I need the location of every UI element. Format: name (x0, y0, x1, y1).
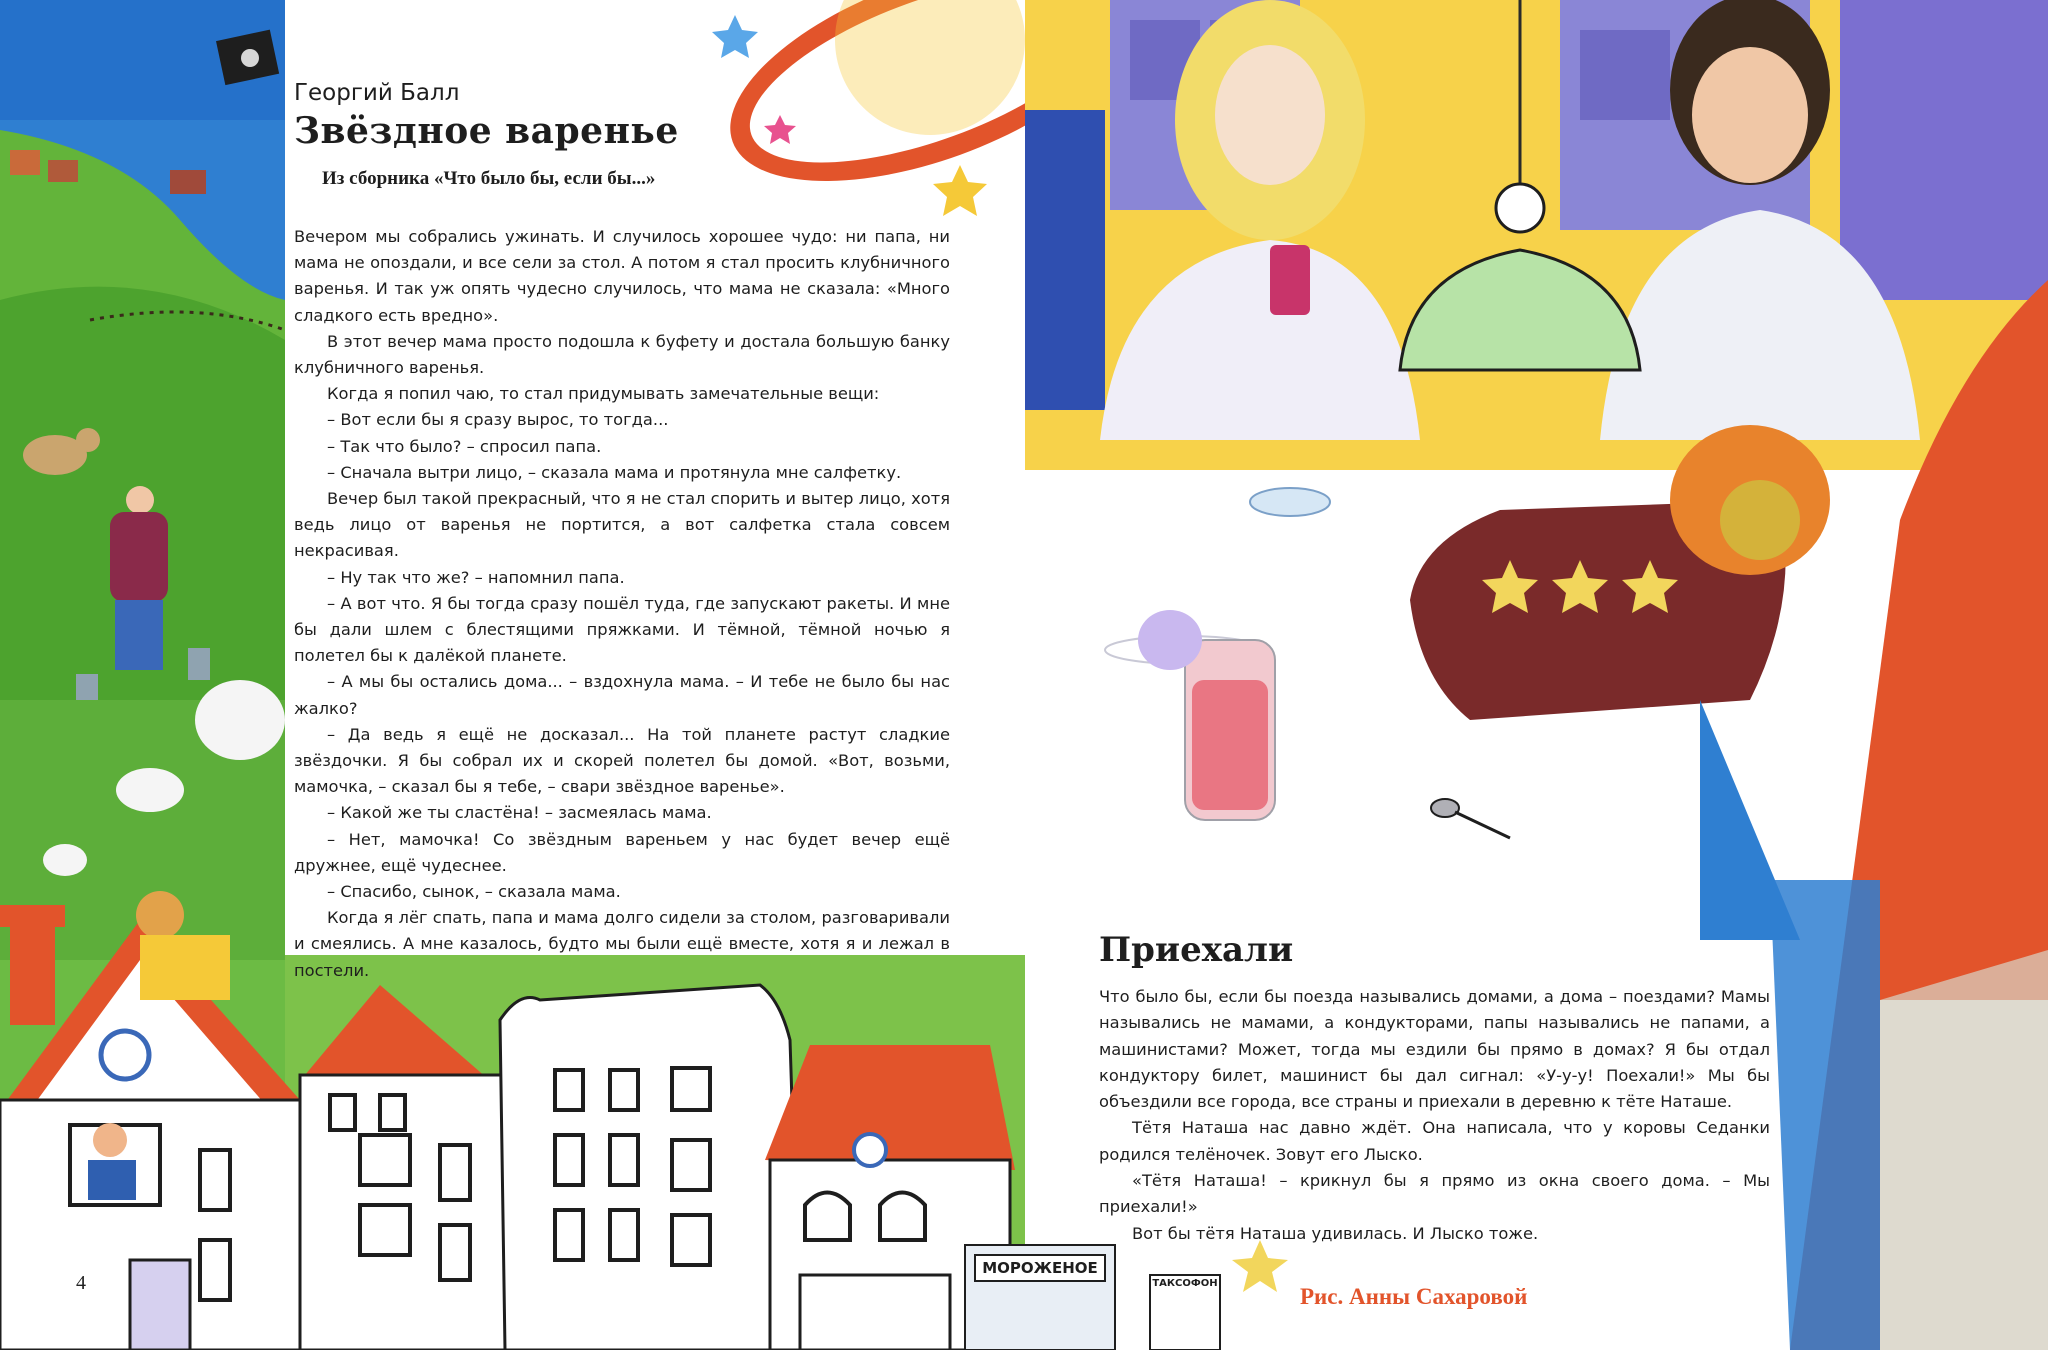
page-number: 4 (76, 1272, 86, 1294)
story-body (280, 224, 950, 984)
story-priekhali (1085, 930, 1770, 1247)
paragraph: Вечер был такой прекрасный, что я не стал спорить и вытер лицо, хотя ведь лицо от варенья не портится, а вот салфетка стала совсем некрасивая. (294, 489, 950, 561)
collection-subtitle: Из сборника «Что было бы, если бы...» (322, 168, 656, 189)
paragraph: В этот вечер мама просто подошла к буфету и достала большую банку клубничного варенья. (294, 331, 950, 378)
paragraph: – Какой же ты сластёна! – засмеялась мама. (327, 803, 712, 823)
paragraph: Когда я попил чаю, то стал придумывать замечательные вещи: (327, 384, 880, 404)
paragraph: – А вот что. Я бы тогда сразу пошёл туда, где запускают ракеты. И мне бы дали шлем с блестящими пряжками. И тёмной, тёмной ночью я полетел бы к далёкой планете. (294, 593, 950, 666)
paragraph: – Сначала вытри лицо, – сказала мама и протянула мне салфетку. (327, 462, 902, 482)
story-title: Приехали (1099, 930, 1294, 970)
paragraph: Вечером мы собрались ужинать. И случилось хорошее чудо: ни папа, ни мама не опоздали, и все сели за стол. А потом я стал просить клубничного варенья. И так уж опять чудесно случилось, что мама не сказала: «Много сладкого есть вредно». (294, 227, 950, 325)
paragraph: Тётя Наташа нас давно ждёт. Она написала, что у коровы Седанки родился телёночек. Зовут его Лыско. (1099, 1118, 1770, 1164)
paragraph: – Так что было? – спросил папа. (327, 436, 602, 456)
paragraph: – Да ведь я ещё не досказал... На той планете растут сладкие звёздочки. Я бы собрал их и скорей полетел бы домой. «Вот, возьми, мамочка, – сказал бы я тебе, – свари звёздное варенье». (294, 724, 950, 797)
story-title: Звёздное варенье (294, 110, 679, 152)
paragraph: – Вот если бы я сразу вырос, то тогда... (327, 410, 669, 430)
phone-sign: ТАКСОФОН (1152, 1278, 1218, 1289)
paragraph: «Тётя Наташа! – крикнул бы я прямо из окна своего дома. – Мы приехали!» (1099, 1171, 1770, 1217)
paragraph: – Нет, мамочка! Со звёздным вареньем у нас будет вечер ещё дружнее, ещё чудеснее. (294, 829, 950, 875)
story-zvezdnoe-varenie (280, 80, 950, 984)
paragraph: Что было бы, если бы поезда назывались домами, а дома – поездами? Мамы назывались не мамами, а кондукторами, папы назывались не папами, а машинистами? Может, тогда мы ездили бы прямо в домах? Я бы отдал кондуктору билет, машинист бы дал сигнал: «У-у-у! Поехали!» Мы бы объездили все города, все страны и приехали в деревню к тёте Наташе. (1099, 987, 1770, 1112)
paragraph: Когда я лёг спать, папа и мама долго сидели за столом, разговаривали и смеялись. А мне казалось, будто мы были ещё вместе, хотя я и лежал в постели. (294, 908, 950, 980)
paragraph: – Спасибо, сынок, – сказала мама. (327, 882, 621, 902)
paragraph: Вот бы тётя Наташа удивилась. И Лыско тоже. (1132, 1223, 1539, 1243)
illustrator-credit: Рис. Анны Сахаровой (1300, 1284, 1528, 1309)
paragraph: – А мы бы остались дома... – вздохнула мама. – И тебе не было бы нас жалко? (294, 672, 950, 718)
shop-sign: МОРОЖЕНОЕ (982, 1259, 1098, 1277)
paragraph: – Ну так что же? – напомнил папа. (327, 567, 625, 587)
author-name: Георгий Балл (294, 80, 460, 106)
story-body (1085, 984, 1770, 1247)
